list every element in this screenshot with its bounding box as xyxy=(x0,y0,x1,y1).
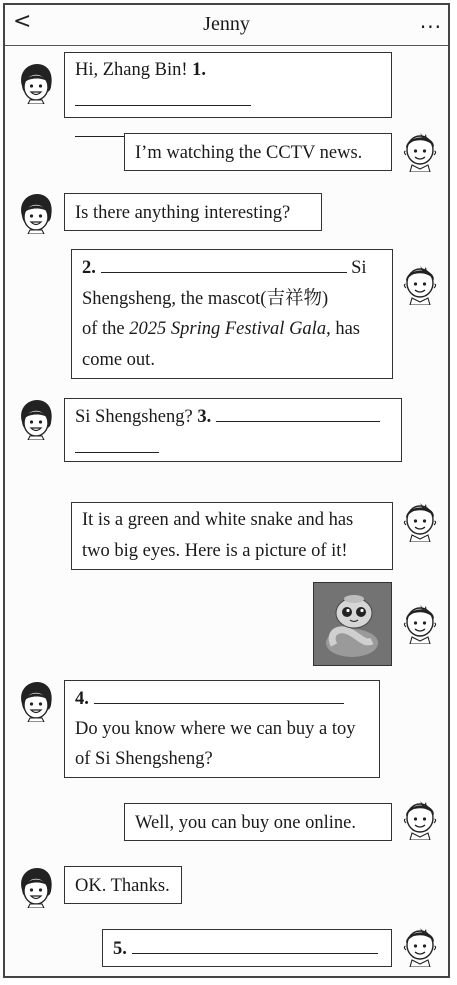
answer-blank[interactable] xyxy=(75,432,159,453)
message-text: Hi, Zhang Bin! xyxy=(75,60,193,80)
mascot-photo[interactable] xyxy=(313,582,392,666)
zhang-bin-avatar-icon xyxy=(400,130,440,172)
chat-header xyxy=(5,5,448,46)
message-text: two big eyes. Here is a picture of it! xyxy=(82,541,348,561)
message-text: Si xyxy=(351,258,367,278)
message-text: OK. Thanks. xyxy=(75,876,170,896)
message-bubble xyxy=(64,52,392,118)
message-bubble xyxy=(71,502,393,570)
message-bubble xyxy=(64,866,182,904)
message-bubble xyxy=(124,133,392,171)
question-number: 3. xyxy=(197,407,212,427)
message-bubble xyxy=(102,929,392,967)
answer-blank[interactable] xyxy=(94,683,344,704)
message-text: Si Shengsheng? xyxy=(75,407,198,427)
jenny-avatar-icon xyxy=(16,62,56,104)
message-text: It is a green and white snake and has xyxy=(82,510,354,530)
message-bubble xyxy=(64,680,380,778)
message-text: Well, you can buy one online. xyxy=(135,813,356,833)
question-number: 2. xyxy=(82,258,96,278)
message-bubble xyxy=(71,249,393,379)
message-bubble xyxy=(64,193,322,231)
message-text: of the xyxy=(82,319,130,339)
answer-blank[interactable] xyxy=(216,401,380,422)
answer-blank[interactable] xyxy=(132,933,378,954)
message-text: of Si Shengsheng? xyxy=(75,749,213,769)
more-options-icon[interactable]: ... xyxy=(419,9,442,33)
question-number: 1. xyxy=(192,60,207,80)
gala-title: 2025 Spring Festival Gala xyxy=(129,319,327,339)
message-bubble xyxy=(124,803,392,841)
question-number: 5. xyxy=(113,939,127,959)
zhang-bin-avatar-icon xyxy=(400,263,440,305)
answer-blank[interactable] xyxy=(101,252,347,273)
message-text: , has xyxy=(326,319,360,339)
message-text: Shengsheng, the mascot(吉祥物) xyxy=(82,288,329,309)
message-text: Do you know where we can buy a toy xyxy=(75,719,356,739)
answer-blank[interactable] xyxy=(75,85,251,106)
contact-name: Jenny xyxy=(203,13,250,35)
message-text: Is there anything interesting? xyxy=(75,203,291,223)
zhang-bin-avatar-icon xyxy=(400,925,440,967)
zhang-bin-avatar-icon xyxy=(400,798,440,840)
zhang-bin-avatar-icon xyxy=(400,500,440,542)
jenny-avatar-icon xyxy=(16,398,56,440)
zhang-bin-avatar-icon xyxy=(400,602,440,644)
message-bubble xyxy=(64,398,402,462)
snake-mascot-image xyxy=(314,583,391,665)
question-number: 4. xyxy=(75,689,89,709)
jenny-avatar-icon xyxy=(16,192,56,234)
jenny-avatar-icon xyxy=(16,680,56,722)
message-text: come out. xyxy=(82,349,155,370)
message-text: I’m watching the CCTV news. xyxy=(135,143,363,163)
jenny-avatar-icon xyxy=(16,866,56,908)
back-icon[interactable]: < xyxy=(13,9,32,34)
